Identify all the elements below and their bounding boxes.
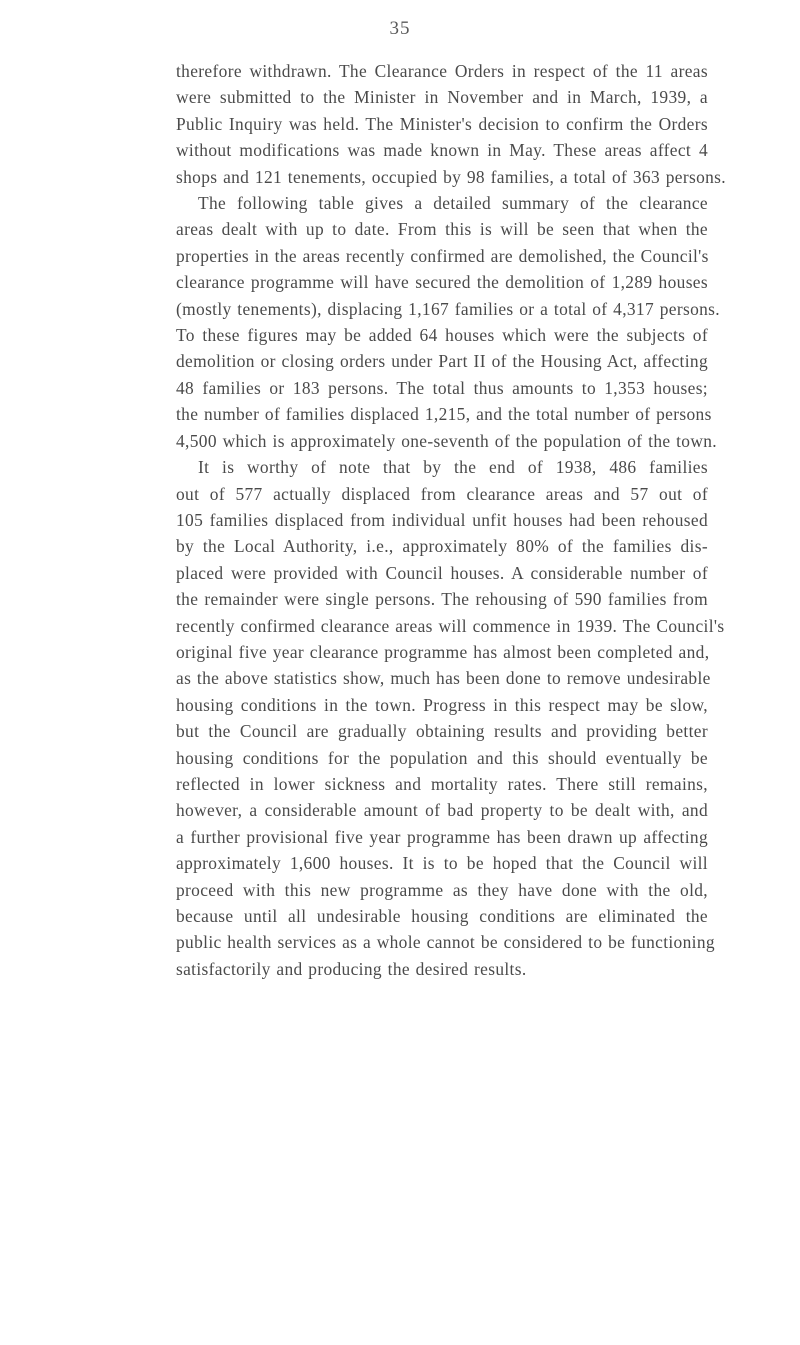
text-line: clearance programme will have secured the demolition of 1,289 houses [176,272,708,293]
paragraph [176,454,725,982]
text-line: original five year clearance programme has almost been completed and, [176,641,710,662]
text-line: placed were provided with Council houses. A considerable number of [176,562,708,583]
text-line: housing conditions for the population and this should eventually be [176,747,708,768]
text-line: 48 families or 183 persons. The total thus amounts to 1,353 houses; [176,377,708,398]
paragraph [176,58,726,190]
text-line: out of 577 actually displaced from clearance areas and 57 out of [176,483,708,504]
text-line: 105 families displaced from individual unfit houses had been rehoused [176,509,708,530]
text-line: were submitted to the Minister in November and in March, 1939, a [176,87,708,108]
text-line: shops and 121 tenements, occupied by 98 families, a total of 363 persons. [176,166,726,187]
text-line: approximately 1,600 houses. It is to be hoped that the Council will [176,853,708,874]
text-line: The following table gives a detailed summary of the clearance [198,193,708,214]
text-line: To these figures may be added 64 houses which were the subjects of [176,325,708,346]
text-line: (mostly tenements), displacing 1,167 families or a total of 4,317 persons. [176,298,720,319]
page-number: 35 [389,18,411,39]
text-line: public health services as a whole cannot be considered to be functioning [176,932,715,953]
text-line: recently confirmed clearance areas will commence in 1939. The Council's [176,615,725,636]
text-line: proceed with this new programme as they have done with the old, [176,879,708,900]
text-line: housing conditions in the town. Progress in this respect may be slow, [176,694,708,715]
text-line: satisfactorily and producing the desired results. [176,958,527,979]
text-line: It is worthy of note that by the end of 1938, 486 families [198,457,708,478]
text-line: demolition or closing orders under Part II of the Housing Act, affecting [176,351,708,372]
text-line: the remainder were single persons. The rehousing of 590 families from [176,589,708,610]
text-line: properties in the areas recently confirmed are demolished, the Council's [176,245,709,266]
text-line: by the Local Authority, i.e., approximately 80% of the families dis- [176,536,708,557]
text-line: as the above statistics show, much has been done to remove undesirable [176,668,711,689]
text-line: because until all undesirable housing conditions are eliminated the [176,906,708,926]
text-line: the number of families displaced 1,215, and the total number of persons [176,404,712,425]
paragraph [176,190,720,454]
text-line: areas dealt with up to date. From this is will be seen that when the [176,219,708,240]
text-line: a further provisional five year programme has been drawn up affecting [176,826,708,847]
body-text [176,58,726,982]
text-line: however, a considerable amount of bad property to be dealt with, and [176,800,708,821]
text-line: Public Inquiry was held. The Minister's decision to confirm the Orders [176,113,708,134]
text-line: without modifications was made known in May. These areas affect 4 [176,140,708,161]
text-line: therefore withdrawn. The Clearance Orders in respect of the 11 areas [176,61,708,81]
text-line: but the Council are gradually obtaining results and providing better [176,721,708,742]
text-line: 4,500 which is approximately one-seventh of the population of the town. [176,430,718,451]
text-line: reflected in lower sickness and mortality rates. There still remains, [176,773,708,794]
